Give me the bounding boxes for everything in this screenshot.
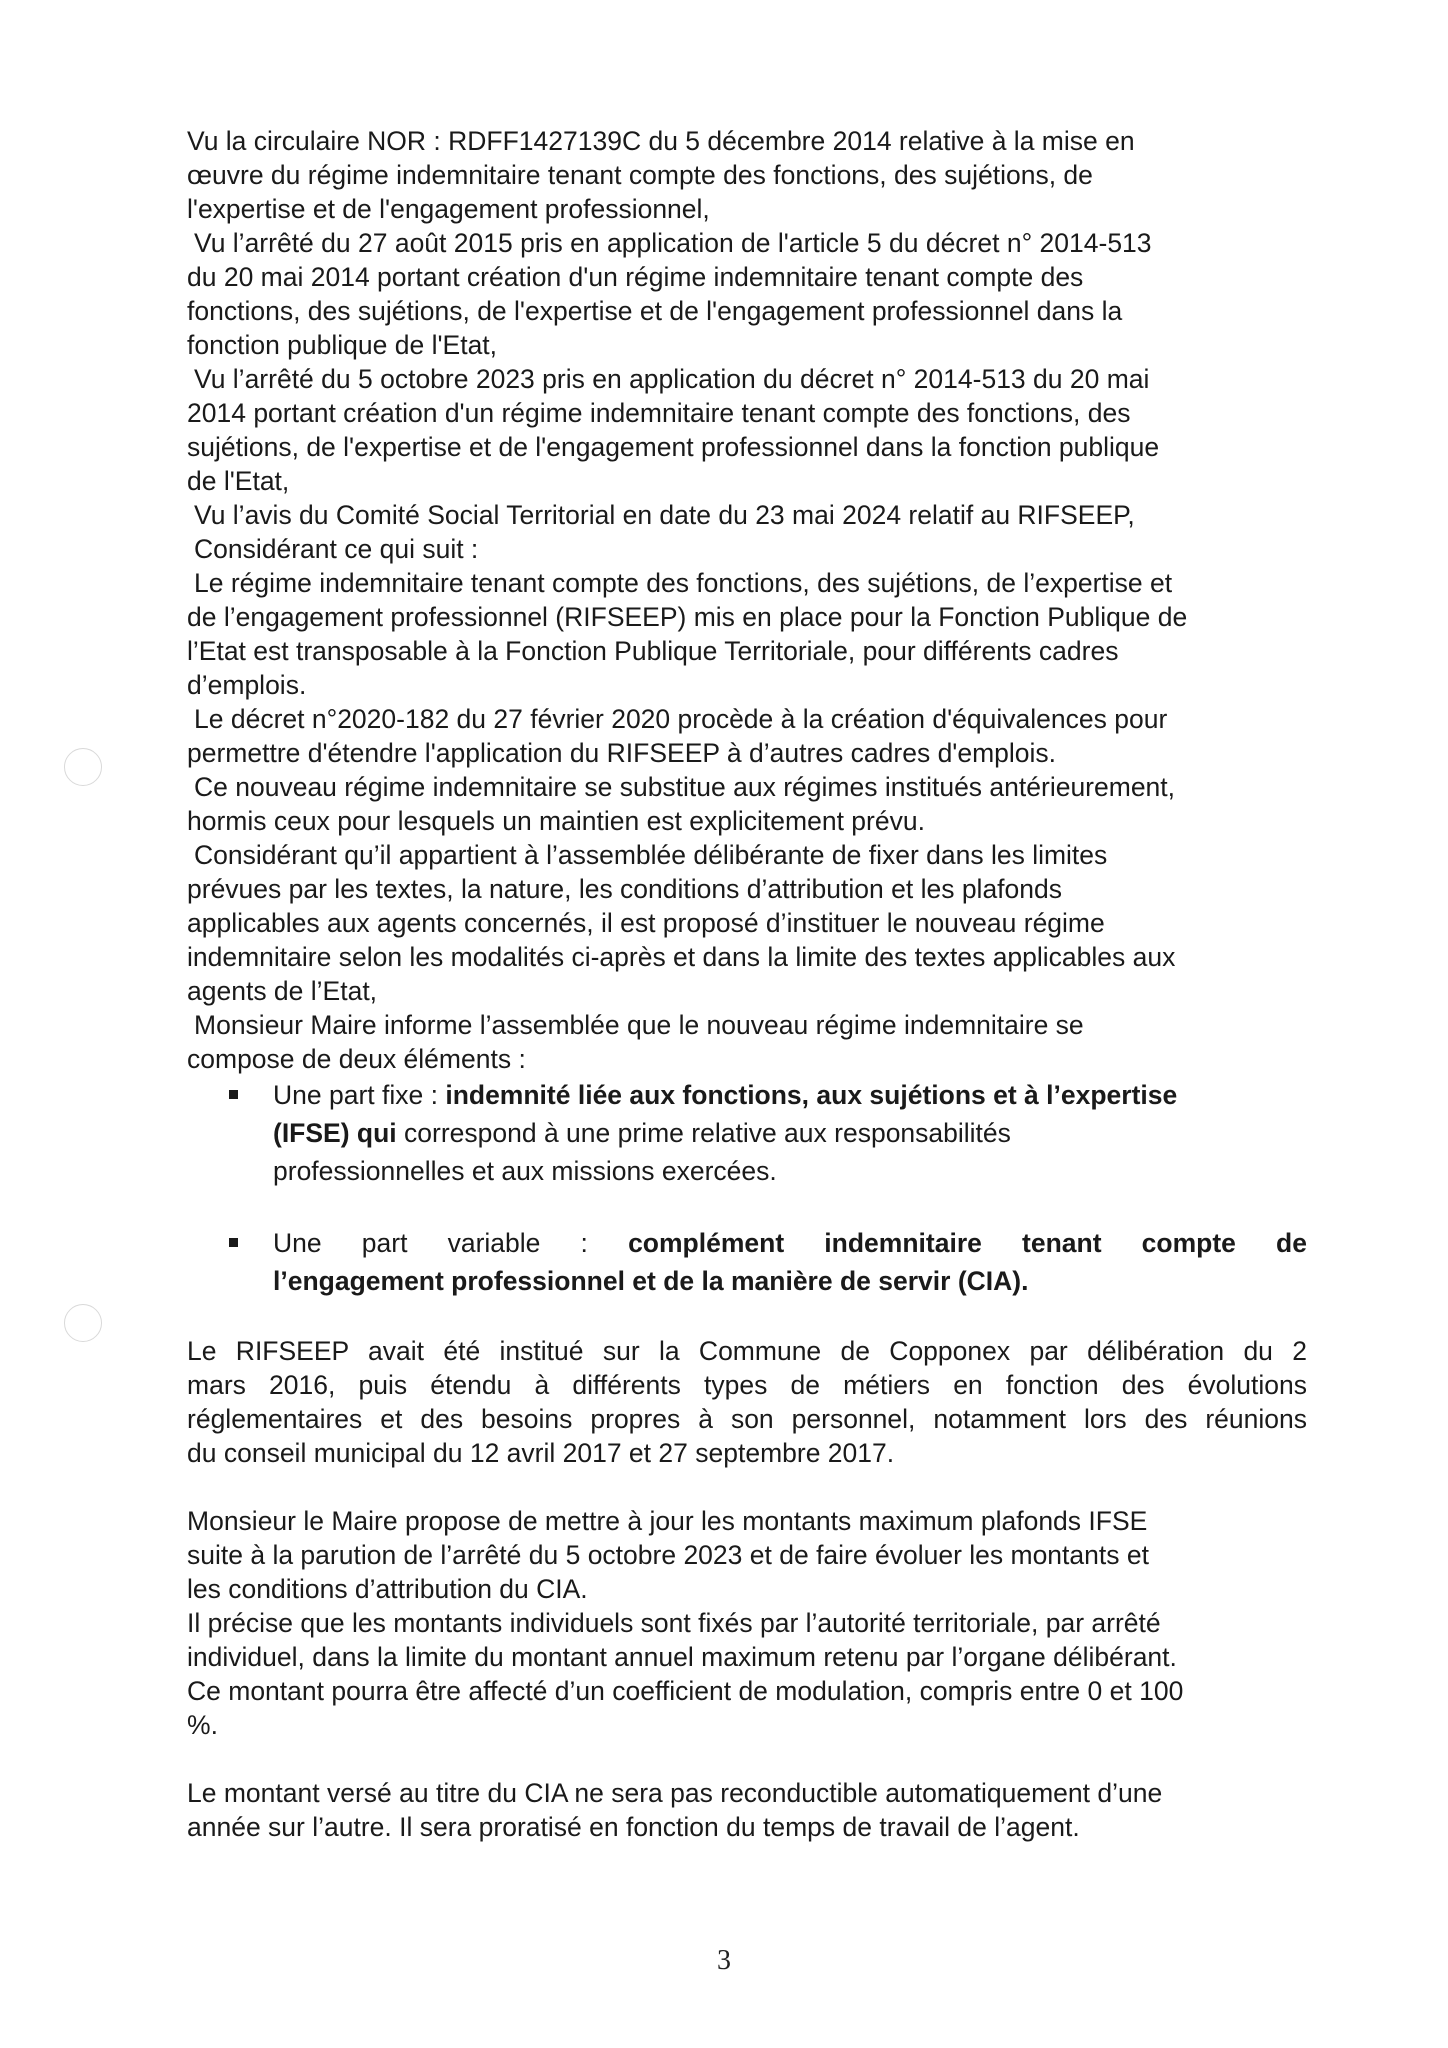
punch-hole-bottom <box>64 1304 102 1342</box>
text-line: mars 2016, puis étendu à différents types de métiers en fonction des évolutions <box>187 1370 1307 1400</box>
text-line: suite à la parution de l’arrêté du 5 octobre 2023 et de faire évoluer les montants et <box>187 1540 1149 1570</box>
text-line: année sur l’autre. Il sera proratisé en fonction du temps de travail de l’agent. <box>187 1812 1080 1842</box>
text-line: Considérant ce qui suit : <box>194 534 479 564</box>
text-line: individuel, dans la limite du montant annuel maximum retenu par l’organe délibérant. <box>187 1642 1177 1672</box>
bullet-bold-text: complément indemnitaire tenant compte de <box>628 1228 1307 1258</box>
bullet-lead-text: Une part variable : <box>273 1228 629 1258</box>
bullet-bold-text: indemnité liée aux fonctions, aux sujétions et à l’expertise <box>445 1080 1178 1110</box>
text-line: fonctions, des sujétions, de l'expertise et de l'engagement professionnel dans la <box>187 296 1123 326</box>
text-line: de l'Etat, <box>187 466 290 496</box>
text-line: indemnitaire selon les modalités ci-après et dans la limite des textes applicables aux <box>187 942 1176 972</box>
bullet-marker-icon <box>229 1090 238 1099</box>
text-line: d’emplois. <box>187 670 307 700</box>
bullet-line <box>273 1262 1307 1300</box>
text-line: sujétions, de l'expertise et de l'engagement professionnel dans la fonction publique <box>187 432 1160 462</box>
text-line: applicables aux agents concernés, il est proposé d’instituer le nouveau régime <box>187 908 1105 938</box>
spacer <box>187 1300 1307 1334</box>
cia-paragraph <box>187 1776 1307 1844</box>
text-line: compose de deux éléments : <box>187 1044 526 1074</box>
bullet-list <box>187 1076 1307 1300</box>
spacer <box>187 1470 1307 1504</box>
bullet-text: correspond à une prime relative aux responsabilités <box>396 1118 1011 1148</box>
text-line: Monsieur le Maire propose de mettre à jour les montants maximum plafonds IFSE <box>187 1506 1148 1536</box>
page-number: 3 <box>717 1945 731 1976</box>
bullet-bold-text: (IFSE) qui <box>273 1118 397 1148</box>
text-line: Le régime indemnitaire tenant compte des fonctions, des sujétions, de l’expertise et <box>194 568 1173 598</box>
punch-hole-top <box>64 748 102 786</box>
text-line: l'expertise et de l'engagement professionnel, <box>187 194 710 224</box>
text-line: Vu l’arrêté du 27 août 2015 pris en application de l'article 5 du décret n° 2014-513 <box>194 228 1152 258</box>
text-line: permettre d'étendre l'application du RIFSEEP à d’autres cadres d'emplois. <box>187 738 1057 768</box>
text-line: prévues par les textes, la nature, les conditions d’attribution et les plafonds <box>187 874 1063 904</box>
text-line: Ce montant pourra être affecté d’un coefficient de modulation, compris entre 0 et 100 <box>187 1676 1184 1706</box>
text-line: du conseil municipal du 12 avril 2017 et 27 septembre 2017. <box>187 1438 895 1468</box>
bullet-bold-text: l’engagement professionnel et de la manière de servir (CIA). <box>273 1266 1029 1296</box>
text-line: Le décret n°2020-182 du 27 février 2020 procède à la création d'équivalences pour <box>194 704 1168 734</box>
text-line: %. <box>187 1710 218 1740</box>
bullet-marker-icon <box>229 1238 238 1247</box>
considerations-paragraph <box>187 124 1307 1076</box>
text-line: fonction publique de l'Etat, <box>187 330 498 360</box>
text-line: œuvre du régime indemnitaire tenant compte des fonctions, des sujétions, de <box>187 160 1093 190</box>
text-line: les conditions d’attribution du CIA. <box>187 1574 588 1604</box>
text-line: Vu l’arrêté du 5 octobre 2023 pris en application du décret n° 2014-513 du 20 mai <box>194 364 1150 394</box>
text-line: Le RIFSEEP avait été institué sur la Commune de Copponex par délibération du 2 <box>187 1336 1307 1366</box>
text-line: de l’engagement professionnel (RIFSEEP) mis en place pour la Fonction Publique de <box>187 602 1188 632</box>
text-line: Vu l’avis du Comité Social Territorial en date du 23 mai 2024 relatif au RIFSEEP, <box>194 500 1135 530</box>
bullet-lead-text: Une part fixe : <box>273 1080 446 1110</box>
text-line: 2014 portant création d'un régime indemnitaire tenant compte des fonctions, des <box>187 398 1131 428</box>
bullet-ifse <box>187 1076 1307 1190</box>
bullet-line <box>273 1224 1307 1262</box>
bullet-cia <box>187 1224 1307 1300</box>
text-line: Il précise que les montants individuels sont fixés par l’autorité territoriale, par arrêté <box>187 1608 1161 1638</box>
history-paragraph <box>187 1334 1307 1470</box>
text-line: Vu la circulaire NOR : RDFF1427139C du 5 décembre 2014 relative à la mise en <box>187 126 1135 156</box>
spacer <box>187 1190 1307 1224</box>
text-line: du 20 mai 2014 portant création d'un régime indemnitaire tenant compte des <box>187 262 1084 292</box>
text-line: Ce nouveau régime indemnitaire se substitue aux régimes institués antérieurement, <box>194 772 1176 802</box>
bullet-line <box>273 1114 1307 1152</box>
text-line: Monsieur Maire informe l’assemblée que le nouveau régime indemnitaire se <box>194 1010 1084 1040</box>
bullet-line <box>273 1076 1307 1114</box>
text-line: hormis ceux pour lesquels un maintien est explicitement prévu. <box>187 806 925 836</box>
text-line: l’Etat est transposable à la Fonction Publique Territoriale, pour différents cadres <box>187 636 1119 666</box>
text-line: Le montant versé au titre du CIA ne sera pas reconductible automatiquement d’une <box>187 1778 1163 1808</box>
proposal-paragraph <box>187 1504 1307 1742</box>
spacer <box>187 1742 1307 1776</box>
document-body <box>187 124 1307 1844</box>
text-line: réglementaires et des besoins propres à son personnel, notamment lors des réunions <box>187 1404 1307 1434</box>
text-line: Considérant qu’il appartient à l’assemblée délibérante de fixer dans les limites <box>194 840 1108 870</box>
text-line: agents de l’Etat, <box>187 976 378 1006</box>
bullet-line: professionnelles et aux missions exercées. <box>273 1156 777 1186</box>
